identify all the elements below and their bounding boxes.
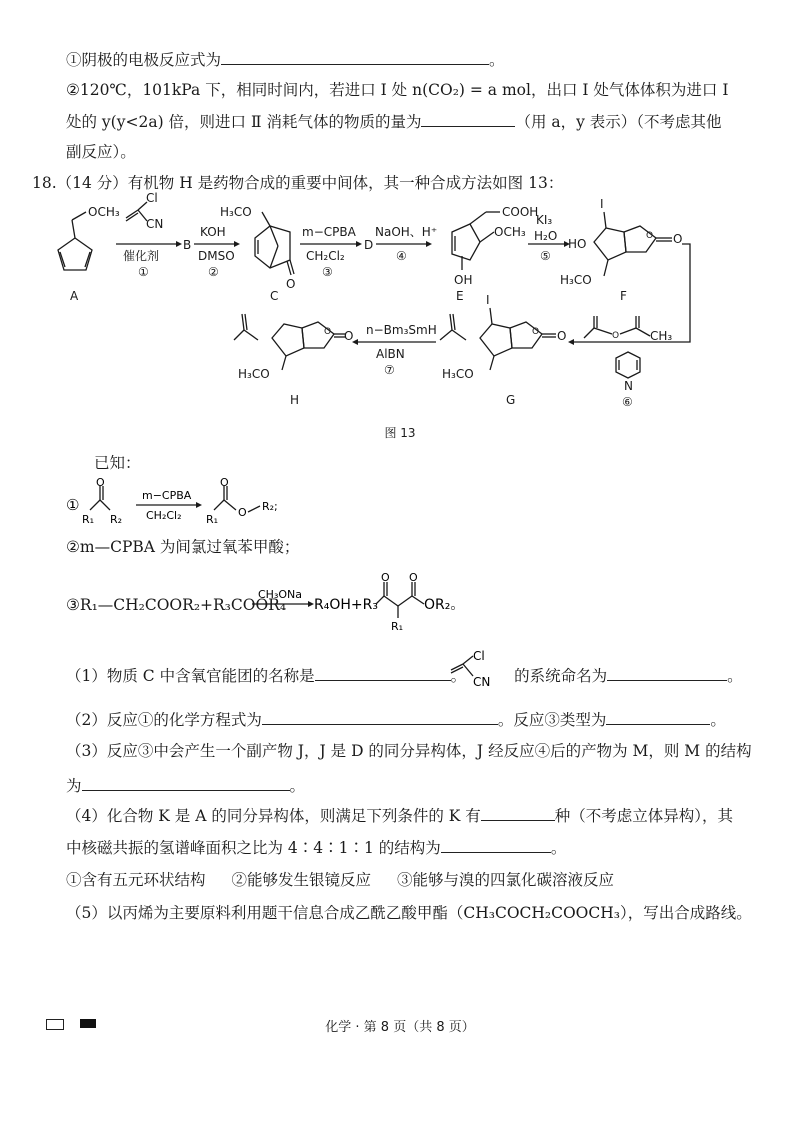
q17-part1: ①阴极的电极反应式为 。	[66, 48, 505, 71]
step1-condition: 催化剂	[123, 249, 160, 263]
known1-number: ①	[66, 496, 80, 514]
q18-intro: 18.（14 分）有机物 H 是药物合成的重要中间体，其一种合成方法如图 13：	[32, 174, 564, 192]
compound-e-structure	[452, 205, 538, 303]
label-o-g: O	[557, 329, 567, 343]
compound-h-structure	[234, 314, 353, 407]
step2-reagent: KOH	[200, 225, 226, 239]
answer-blank[interactable]	[221, 48, 489, 65]
known-title: 已知：	[94, 454, 141, 472]
label-o-f: O	[673, 232, 683, 246]
step2-number: ②	[208, 265, 219, 279]
known3-o1: O	[381, 572, 390, 584]
step3-solvent: CH₂Cl₂	[306, 249, 345, 263]
label-ch3: CH₃	[650, 329, 673, 343]
known1-o: O	[96, 478, 105, 489]
label-h3co: H₃CO	[220, 205, 252, 219]
answer-blank[interactable]	[606, 708, 710, 725]
label-cn: CN	[146, 217, 164, 231]
step4-number: ④	[396, 249, 407, 263]
ring-o-f: O	[646, 231, 654, 241]
step2-solvent: DMSO	[198, 249, 235, 263]
step7-reagent: n−Bm₃SmH	[366, 323, 437, 337]
compound-label-a: A	[70, 289, 79, 303]
compound-label-h: H	[290, 393, 300, 407]
compound-a-structure	[58, 205, 120, 303]
step7-number: ⑦	[384, 363, 395, 377]
step5-solvent: H₂O	[534, 229, 558, 243]
compound-label-e: E	[456, 289, 464, 303]
ring-o-g: O	[532, 327, 540, 337]
arrow-step-6	[574, 244, 690, 342]
reagent-pyridine	[616, 352, 640, 409]
answer-blank[interactable]	[421, 110, 515, 127]
known1-r1: R₁	[82, 513, 95, 526]
known1-r1b: R₁	[206, 513, 219, 526]
known3-condition: CH₃ONa	[258, 588, 302, 601]
label-o-h: O	[344, 329, 354, 343]
known1-r2: R₂	[110, 513, 123, 526]
known1-reagent: m−CPBA	[142, 489, 192, 502]
step7-initiator: AlBN	[376, 347, 405, 361]
q17-part2-line1: ②120℃，101kPa 下，相同时间内，若进口 Ⅰ 处 n(CO₂) = a mol，出口 Ⅰ 处气体体积为进口 Ⅰ	[66, 81, 729, 99]
label-n: N	[624, 379, 633, 393]
known1-o2: O	[220, 478, 229, 489]
step6-number: ⑥	[622, 395, 633, 409]
question-2: （2）反应①的化学方程式为 。反应③类型为 。	[66, 708, 726, 731]
label-och3: OCH₃	[88, 205, 120, 219]
reaction-scheme-figure	[0, 190, 800, 420]
label-cooh: COOH	[502, 205, 539, 219]
reagent-chloroacrylonitrile	[126, 191, 163, 231]
known1-o3: O	[238, 506, 247, 519]
known3-o2: O	[409, 572, 418, 584]
step3-number: ③	[322, 265, 333, 279]
q17-part2-line2: 处的 y(y<2a) 倍，则进口 Ⅱ 消耗气体的物质的量为 （用 a，y 表示）（不考虑其他	[66, 110, 722, 133]
reagent-acetic-anhydride	[584, 316, 672, 343]
known-reaction-3	[248, 572, 498, 632]
compound-g-structure	[440, 293, 566, 407]
label-h3co-h: H₃CO	[238, 367, 270, 381]
question-5: （5）以丙烯为主要原料利用题干信息合成乙酰乙酸甲酯（CH₃COCH₂COOCH₃），写出合成路线。	[66, 904, 752, 922]
compound-label-d: D	[364, 238, 374, 252]
q17-part2-line3: 副反应）。	[66, 143, 136, 161]
label-h3co-f: H₃CO	[560, 273, 592, 287]
label-cl: Cl	[146, 191, 158, 205]
figure-caption: 图 13	[384, 426, 416, 440]
label-oh: OH	[454, 273, 473, 287]
step4-reagent: NaOH、H⁺	[375, 225, 438, 239]
known3-tail: OR₂。	[424, 597, 465, 613]
step3-reagent: m−CPBA	[302, 225, 356, 239]
label-ho: HO	[568, 237, 587, 251]
compound-label-g: G	[506, 393, 516, 407]
step5-number: ⑤	[540, 249, 551, 263]
answer-blank[interactable]	[82, 774, 290, 791]
compound-label-b: B	[183, 238, 192, 252]
ring-o-h: O	[324, 327, 332, 337]
chloroacrylonitrile-structure	[449, 648, 495, 690]
label-cn-q1: CN	[473, 675, 491, 689]
compound-label-f: F	[620, 289, 627, 303]
label-o-anhydride: O	[612, 331, 620, 341]
label-i-g: I	[486, 293, 490, 307]
compound-f-structure	[560, 197, 682, 303]
label-cl-q1: Cl	[473, 649, 485, 663]
question-4-line2: 中核磁共振的氢谱峰面积之比为 4∶4∶1∶1 的结构为 。	[66, 836, 566, 859]
known-reaction-1	[66, 478, 326, 528]
answer-blank[interactable]	[315, 664, 451, 681]
answer-blank[interactable]	[607, 664, 727, 681]
answer-blank[interactable]	[441, 836, 551, 853]
step1-number: ①	[138, 265, 149, 279]
label-h3co-g: H₃CO	[442, 367, 474, 381]
question-1: （1）物质 C 中含氧官能团的名称是 。 的系统命名为 。	[66, 664, 743, 687]
question-3-line2: 为 。	[66, 774, 305, 797]
answer-blank[interactable]	[262, 708, 498, 725]
label-o: O	[286, 277, 296, 291]
known-2: ②m—CPBA 为间氯过氧苯甲酸；	[66, 538, 300, 556]
known1-r2b: R₂;	[262, 500, 278, 513]
known3-left: ③R₁—CH₂COOR₂+R₃COOR₄	[66, 596, 287, 614]
known1-solvent: CH₂Cl₂	[146, 509, 182, 522]
question-3-line1: （3）反应③中会产生一个副产物 J，J 是 D 的同分异构体，J 经反应④后的产物为 M，则 M 的结构	[66, 742, 752, 760]
known3-right: R₄OH+R₃	[314, 597, 378, 613]
question-4-line1: （4）化合物 K 是 A 的同分异构体，则满足下列条件的 K 有 种（不考虑立体异构），其	[66, 804, 733, 827]
label-i: I	[600, 197, 604, 211]
question-4-conditions: ①含有五元环状结构 ②能够发生银镜反应 ③能够与溴的四氯化碳溶液反应	[66, 871, 615, 889]
known3-r1: R₁	[391, 620, 404, 632]
label-och3-e: OCH₃	[494, 225, 526, 239]
compound-label-c: C	[270, 289, 279, 303]
page-footer: 化学 · 第 8 页（共 8 页）	[325, 1020, 475, 1035]
step5-reagent: KI₃	[536, 213, 553, 227]
answer-blank[interactable]	[481, 804, 555, 821]
